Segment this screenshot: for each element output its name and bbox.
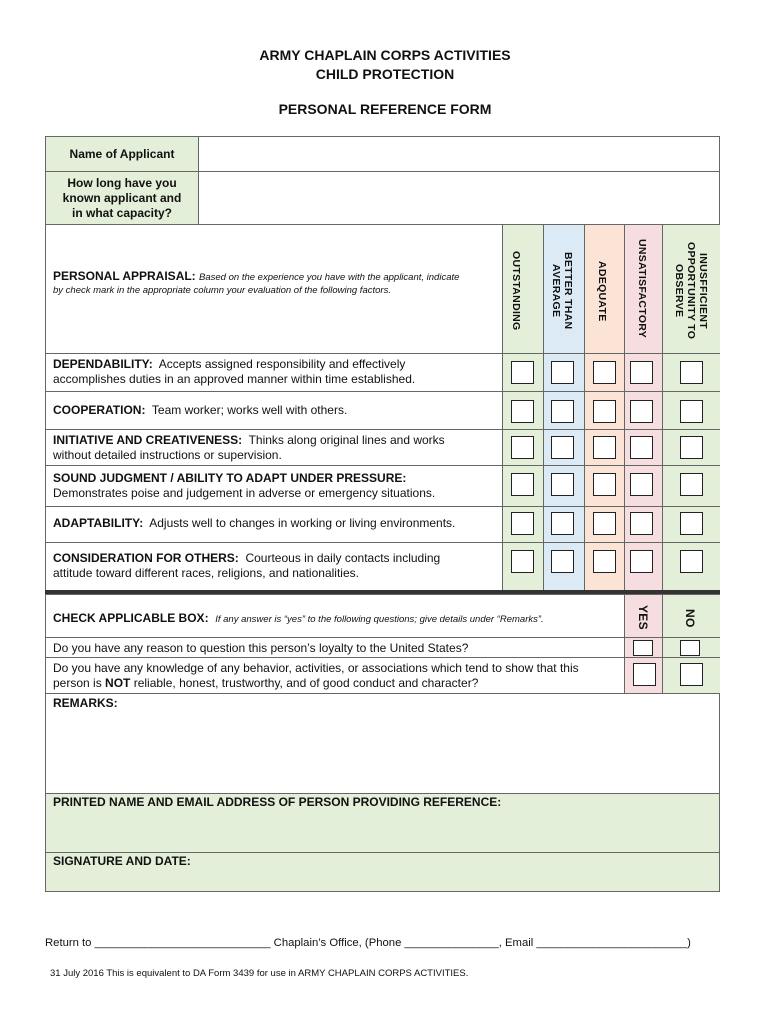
- return-line: Return to ____________________________ Chaplain’s Office, (Phone _______________, Email ________________________): [45, 937, 691, 949]
- consideration-better-than-average-checkbox[interactable]: [551, 550, 574, 573]
- factor-judgment: SOUND JUDGMENT / ABILITY TO ADAPT UNDER PRESSURE: Demonstrates poise and judgement in adverse or emergency situations.: [53, 471, 436, 500]
- consideration-outstanding-checkbox[interactable]: [511, 550, 534, 573]
- known-label: How long have you known applicant and in what capacity?: [62, 176, 182, 220]
- col-header-unsatisfactory: UNSATISFACTORY: [636, 239, 648, 339]
- applicant-name-field[interactable]: [198, 136, 720, 172]
- col-header-better: BETTER THAN AVERAGE: [550, 252, 574, 330]
- q2-yes-checkbox[interactable]: [633, 663, 656, 686]
- dependability-better-than-average-checkbox[interactable]: [551, 361, 574, 384]
- adaptability-adequate-checkbox[interactable]: [593, 512, 616, 535]
- printed-name-label: PRINTED NAME AND EMAIL ADDRESS OF PERSON PROVIDING REFERENCE:: [53, 795, 502, 809]
- adaptability-better-than-average-checkbox[interactable]: [551, 512, 574, 535]
- initiative-adequate-checkbox[interactable]: [593, 436, 616, 459]
- signature-field[interactable]: [45, 852, 720, 892]
- cooperation-better-than-average-checkbox[interactable]: [551, 400, 574, 423]
- q1-yes-checkbox[interactable]: [633, 640, 653, 656]
- initiative-outstanding-checkbox[interactable]: [511, 436, 534, 459]
- cooperation-outstanding-checkbox[interactable]: [511, 400, 534, 423]
- header-line1: ARMY CHAPLAIN CORPS ACTIVITIES: [259, 47, 511, 63]
- col-header-outstanding: OUTSTANDING: [510, 251, 522, 331]
- cooperation-unsatisfactory-checkbox[interactable]: [630, 400, 653, 423]
- dependability-outstanding-checkbox[interactable]: [511, 361, 534, 384]
- consideration-insufficient-checkbox[interactable]: [680, 550, 703, 573]
- applicant-name-label: Name of Applicant: [69, 147, 175, 161]
- appraisal-instructions: PERSONAL APPRAISAL: Based on the experience you have with the applicant, indicate $^{by check mark in the appropriate column your evaluation of the following factors.}$: [53, 269, 460, 296]
- col-header-adequate: ADEQUATE: [596, 260, 608, 322]
- factor-consideration: CONSIDERATION FOR OTHERS: Courteous in daily contacts including attitude toward different races, religions, and nationalities.: [53, 551, 441, 580]
- applicant-name-label-cell: [45, 136, 199, 172]
- judgment-unsatisfactory-checkbox[interactable]: [630, 473, 653, 496]
- judgment-better-than-average-checkbox[interactable]: [551, 473, 574, 496]
- initiative-unsatisfactory-checkbox[interactable]: [630, 436, 653, 459]
- check-instructions: CHECK APPLICABLE BOX: If any answer is “yes” to the following questions; give details under “Remarks”.: [53, 611, 544, 625]
- header-line2: CHILD PROTECTION: [315, 66, 455, 82]
- printed-name-field[interactable]: [45, 793, 720, 853]
- col-header-yes: YES: [636, 604, 650, 630]
- factor-adaptability: ADAPTABILITY: Adjusts well to changes in working or living environments.: [53, 516, 456, 530]
- judgment-adequate-checkbox[interactable]: [593, 473, 616, 496]
- initiative-insufficient-checkbox[interactable]: [680, 436, 703, 459]
- consideration-adequate-checkbox[interactable]: [593, 550, 616, 573]
- question-conduct: Do you have any knowledge of any behavior, activities, or associations which tend to show that this person is NOT reliable, honest, trustworthy, and of good conduct and character?: [53, 661, 579, 690]
- judgment-insufficient-checkbox[interactable]: [680, 473, 703, 496]
- remarks-field[interactable]: [45, 693, 720, 794]
- initiative-better-than-average-checkbox[interactable]: [551, 436, 574, 459]
- footer-note: 31 July 2016 This is equivalent to DA Form 3439 for use in ARMY CHAPLAIN CORPS ACTIVITIES.: [50, 968, 469, 979]
- col-header-insufficient: INUSFFICIENT OPPORTUNITY TO OBSERVE: [673, 242, 709, 340]
- factor-cooperation: COOPERATION: Team worker; works well with others.: [53, 403, 348, 417]
- question-loyalty: Do you have any reason to question this person’s loyalty to the United States?: [53, 641, 469, 655]
- signature-label: SIGNATURE AND DATE:: [53, 854, 191, 868]
- cooperation-adequate-checkbox[interactable]: [593, 400, 616, 423]
- known-field[interactable]: [198, 171, 720, 225]
- q2-no-checkbox[interactable]: [680, 663, 703, 686]
- dependability-insufficient-checkbox[interactable]: [680, 361, 703, 384]
- col-header-no: NO: [683, 608, 697, 628]
- cooperation-insufficient-checkbox[interactable]: [680, 400, 703, 423]
- dependability-adequate-checkbox[interactable]: [593, 361, 616, 384]
- adaptability-outstanding-checkbox[interactable]: [511, 512, 534, 535]
- factor-dependability: DEPENDABILITY: Accepts assigned responsibility and effectively accomplishes duties in an approved manner within time established.: [53, 357, 416, 386]
- dependability-unsatisfactory-checkbox[interactable]: [630, 361, 653, 384]
- adaptability-unsatisfactory-checkbox[interactable]: [630, 512, 653, 535]
- adaptability-insufficient-checkbox[interactable]: [680, 512, 703, 535]
- remarks-label: REMARKS:: [53, 696, 118, 710]
- q1-no-checkbox[interactable]: [680, 640, 700, 656]
- consideration-unsatisfactory-checkbox[interactable]: [630, 550, 653, 573]
- factor-initiative: INITIATIVE AND CREATIVENESS: Thinks along original lines and works without detailed instructions or supervision.: [53, 433, 445, 462]
- judgment-outstanding-checkbox[interactable]: [511, 473, 534, 496]
- known-label-cell: [45, 171, 199, 225]
- form-title: PERSONAL REFERENCE FORM: [278, 101, 492, 117]
